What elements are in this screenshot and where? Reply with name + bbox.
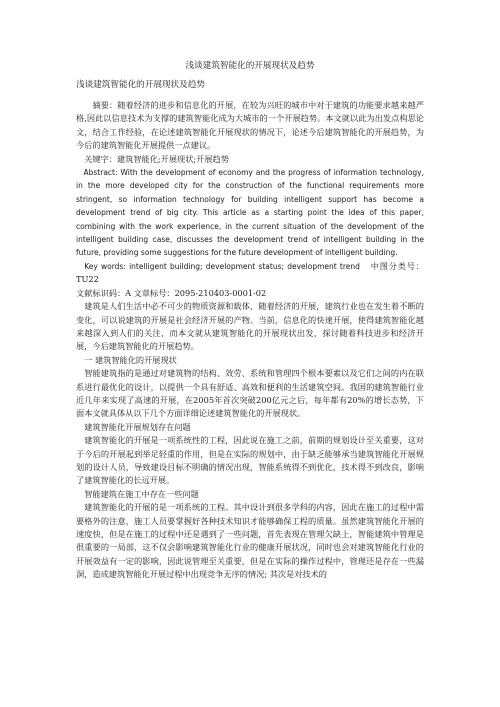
keywords-chinese: 关键字：建筑智能化;开展现状;开展趋势 <box>84 153 229 164</box>
section-1-body: 智能建筑指的是通过对建筑物的结构、效劳、系统和管理四个根本要素以及它们之间的内在联系进行最优化的设计，以提供一个具有舒适、高效和便利的生活建筑空间。我国的建筑智能行业近几年来实现了高速的开展，在2005年首次突破200亿元之后，每年都有20%的增长态势，下面本文就具体从以下几个方面详细论述建筑智能化的开展现状。 <box>76 368 424 419</box>
subsection-1-heading: 建筑智能化开展规划存在问题 <box>84 421 191 432</box>
abstract-chinese: 摘要：随着经济的进步和信息化的开展，在较为兴旺的城市中对于建筑的功能要求越来越严格,因此以信息技术为支撑的建筑智能化成为大城市的一个开展趋势。本文就以此为出发点构思论文，结合工作经验，在论述建筑智能化开展现状的情况下，论述今后建筑智能化的开展趋势，为今后的建筑智能化开展提供一点建议。 <box>76 100 424 151</box>
subsection-2-body: 建筑智能化的开展的是一项系统的工程。其中设计到很多学科的内容，因此在施工的过程中需要格外的注意，施工人员要掌握好各种技术知识才能够确保工程的质量。虽然建筑智能化开展的速度快，但是在施工的过程中还是遇到了一些问题，首先表现在管理欠缺上，智能建筑中管理是很重要的一局部，这不仅会影响建筑智能化行业的健康开展状况，同时也会对建筑智能化行业的开展效益有一定的影响，因此说管理至关重要，但是在实际的操作过程中，管理还是存在一些漏洞，造成建筑智能化开展过程中出现竞争无序的情况; 其次是对技术的 <box>76 502 424 580</box>
document-subtitle: 浅谈建筑智能化的开展现状及趋势 <box>76 80 205 90</box>
section-1-heading: 一 建筑智能化的开展现状 <box>84 354 177 365</box>
subsection-1-body: 建筑智能化的开展是一项系统性的工程，因此说在施工之前，前期的规划设计至关重要，这对于今后的开展起到举足轻重的作用，但是在实际的规划中，由于缺乏能够承当建筑智能化开展规划的设计人员，导致建设目标不明确的情况出现，智能系统得不到优化，技术得不到改良，影响了建筑智能化的长远开展。 <box>76 435 424 486</box>
classification-number: 中图分类号：TU22 <box>76 260 424 285</box>
abstract-english: Abstract: With the development of economy and the progress of information technology, in the more developed city for the construction of the functional requirements more stringent, so information technology for building intelligent support has become a development trend of big city. This article as a starting point the idea of this paper, combining with the work experience, in the current situation of the development of the intelligent building case, discusses the development trend of intelligent building in the future, providing some suggestions for the future development of intelligent building. <box>76 168 424 258</box>
keywords-line <box>76 260 424 287</box>
intro-paragraph: 建筑是人们生活中必不可少的物质资源和载体，随着经济的开展，建筑行业也在发生着不断的变化，可以说建筑的开展是社会经济开展的产物。当前，信息化的快速开展，使得建筑智能化越来越深入到人们的关注，而本文就从建筑智能化的开展现状出发，探讨随着科技进步和经济开展，今后建筑智能化的开展趋势。 <box>76 301 424 352</box>
document-code: 文献标识码：A 文章标号：2095-210403-0001-02 <box>76 287 267 298</box>
keywords-english: Key words: intelligent building; development status; development trend <box>84 261 360 271</box>
document-title: 浅谈建筑智能化的开展现状及趋势 <box>185 61 315 71</box>
subsection-2-heading: 智能建筑在施工中存在一些问题 <box>84 488 199 499</box>
